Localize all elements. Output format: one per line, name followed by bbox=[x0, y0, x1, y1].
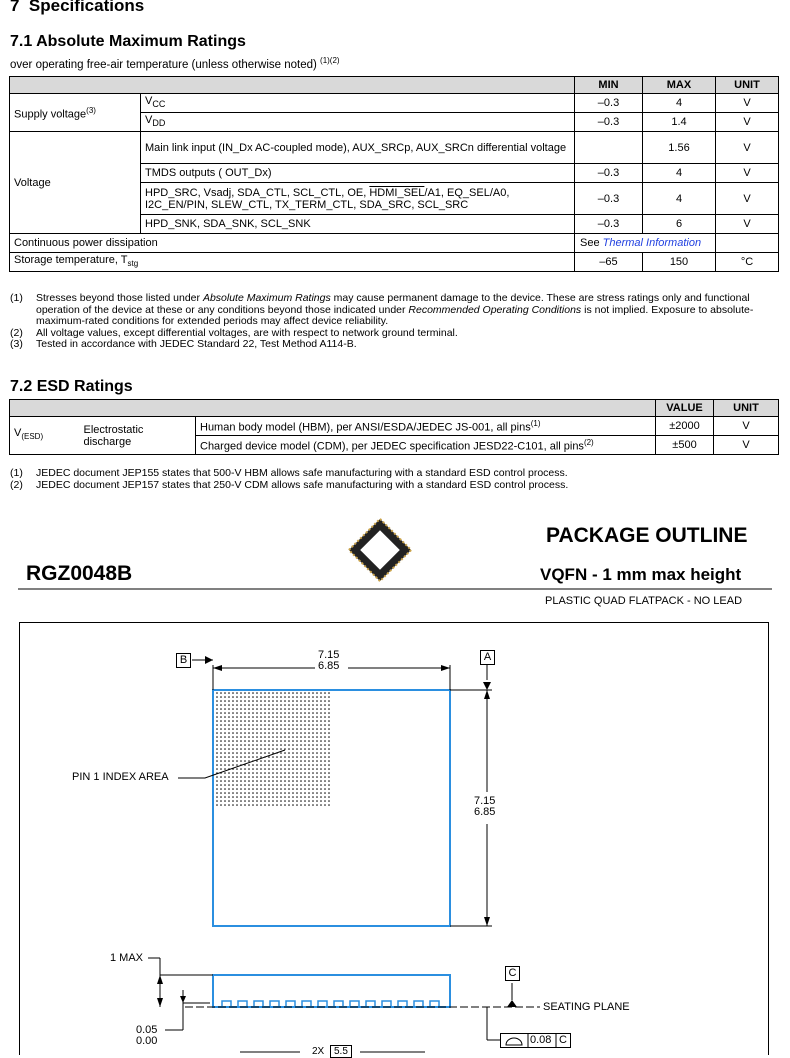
col-unit: UNIT bbox=[716, 77, 779, 94]
table-row: $V_{DD}$ –0.3 1.4 V bbox=[10, 113, 779, 132]
esd-heading: 7.2 ESD Ratings bbox=[10, 378, 133, 395]
seating-plane-label: SEATING PLANE bbox=[543, 1001, 630, 1013]
flatness-value: 0.08 bbox=[530, 1034, 552, 1046]
col-unit: UNIT bbox=[714, 400, 779, 417]
amr-footnotes: (1) Stresses beyond those listed under Absolute Maximum Ratings may cause permanent damage to the device. These are stress ratings only and functional operation of the device at these or any conditions beyond those indicated under Recommended Operating Conditions is not implied. Exposure to absolute-maximum-rated conditions for extended periods may affect device reliability. (2) All voltage values, except differential voltages, are with respect to network ground terminal. (3) Tested in accordance with JEDEC Standard 22, Test Method A114-B. bbox=[10, 292, 754, 350]
section-title: 7 Specifications bbox=[10, 0, 145, 15]
amr-subtitle: over operating free-air temperature (unless otherwise noted) $^{(1)(2)}$ bbox=[10, 56, 340, 71]
pin1-label: PIN 1 INDEX AREA bbox=[72, 771, 169, 783]
datum-b-label: B bbox=[176, 653, 191, 668]
standoff-dimension: 0.05 0.00 bbox=[136, 1024, 158, 1047]
package-desc: PLASTIC QUAD FLATPACK - NO LEAD bbox=[545, 595, 743, 607]
esd-footnotes: (1) JEDEC document JEP155 states that 500-V HBM allows safe manufacturing with a standard ESD control process. (2) JEDEC document JEP157 states that 250-V CDM allows safe manufacturing with a standard ESD control process. bbox=[10, 467, 569, 491]
height-dimension: 7.15 6.85 bbox=[474, 795, 496, 818]
bottom-dimension: 5.5 bbox=[330, 1045, 352, 1058]
package-code: RGZ0048B bbox=[26, 562, 133, 585]
table-row: Voltage Main link input (IN_Dx AC-coupled mode), AUX_SRCp, AUX_SRCn differential voltage 1.56 V bbox=[10, 132, 779, 164]
table-row: HPD_SRC, Vsadj, SDA_CTL, SCL_CTL, OE, HDMI_SEL/A1, EQ_SEL/A0, I2C_EN/PIN, SLEW_CTL, TX_TERM_CTL, SDA_SRC, SCL_SRC –0.3 4 V bbox=[10, 183, 779, 215]
table-row: HPD_SNK, SDA_SNK, SCL_SNK –0.3 6 V bbox=[10, 215, 779, 234]
col-max: MAX bbox=[643, 77, 716, 94]
table-row: Continuous power dissipation See Thermal Information bbox=[10, 234, 779, 253]
col-min: MIN bbox=[575, 77, 643, 94]
table-row: Charged device model (CDM), per JEDEC specification JESD22-C101, all pins$^{(2)}$ ±500 V bbox=[10, 436, 779, 455]
flatness-ref: C bbox=[559, 1034, 567, 1046]
supply-voltage-label: Supply voltage$^{(3)}$ bbox=[10, 94, 141, 132]
table-row: TMDS outputs ( OUT_Dx) –0.3 4 V bbox=[10, 164, 779, 183]
thermal-information-link[interactable]: Thermal Information bbox=[602, 237, 702, 249]
bottom-count-label: 2X bbox=[312, 1046, 325, 1057]
table-row: Storage temperature, $T_{stg}$ –65 150 °C bbox=[10, 253, 779, 272]
datum-a-label: A bbox=[480, 650, 495, 665]
amr-heading: 7.1 Absolute Maximum Ratings bbox=[10, 33, 246, 50]
package-outline-title: PACKAGE OUTLINE bbox=[546, 524, 748, 547]
max-height-label: 1 MAX bbox=[110, 952, 144, 964]
chip-icon bbox=[349, 519, 411, 581]
package-type: VQFN - 1 mm max height bbox=[540, 565, 742, 584]
pin1-index-area bbox=[214, 691, 332, 807]
table-row: $V_{(ESD)}$ Electrostatic discharge Human body model (HBM), per ANSI/ESDA/JEDEC JS-001, all pins$^{(1)}$ ±2000 V bbox=[10, 417, 779, 436]
col-value: VALUE bbox=[656, 400, 714, 417]
table-row: Supply voltage$^{(3)}$ $V_{CC}$ –0.3 4 V bbox=[10, 94, 779, 113]
width-dimension: 7.15 6.85 bbox=[318, 649, 340, 672]
datum-c-label: C bbox=[505, 966, 520, 981]
voltage-label: Voltage bbox=[10, 132, 141, 234]
